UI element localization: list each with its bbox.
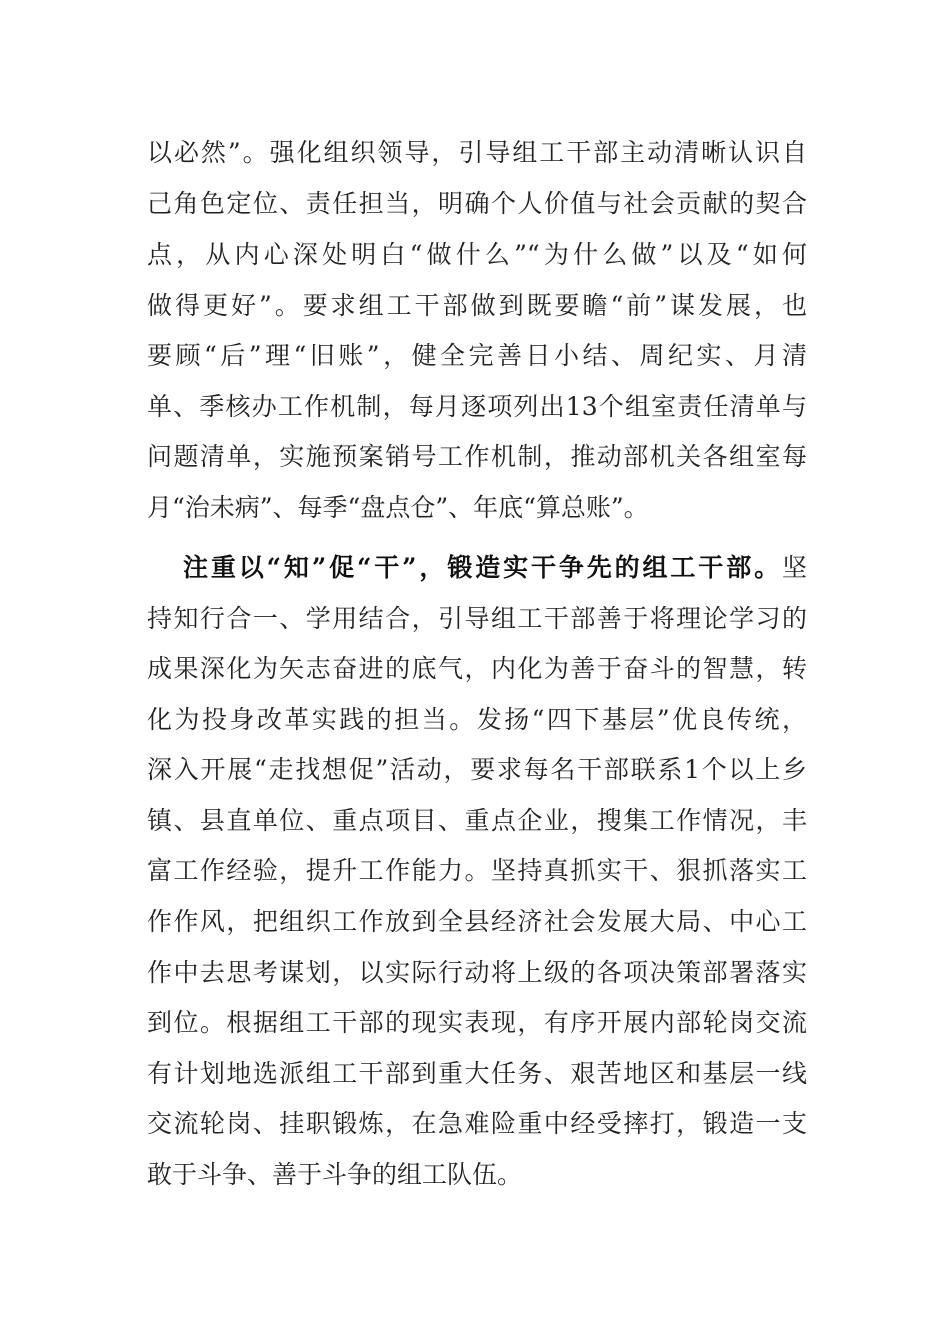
paragraph-2-line-1 xyxy=(183,550,807,586)
paragraph-2-line-8: 作作风，把组织工作放到全县经济社会发展大局、中心工 xyxy=(147,907,807,936)
paragraph-2-line-7: 富工作经验，提升工作能力。坚持真抓实干、狠抓落实工 xyxy=(147,856,807,885)
paragraph-1-line-3: 点，从内心深处明白“做什么”“为什么做”以及“如何 xyxy=(147,240,807,269)
paragraph-2-line-5: 深入开展“走找想促”活动，要求每名干部联系1个以上乡 xyxy=(147,755,807,784)
paragraph-1-line-5: 要顾“后”理“旧账”，健全完善日小结、周纪实、月清 xyxy=(147,341,807,370)
paragraph-1-line-1: 以必然”。强化组织领导，引导组工干部主动清晰认识自 xyxy=(147,138,807,167)
paragraph-1-line-8: 月“治未病”、每季“盘点仓”、年底“算总账”。 xyxy=(147,493,649,522)
paragraph-2-heading: 注重以“知”促“干”，锻造实干争先的组工干部。 xyxy=(183,553,782,582)
paragraph-2-line-12: 交流轮岗、挂职锻炼，在急难险重中经受摔打，锻造一支 xyxy=(147,1109,807,1138)
paragraph-1-line-2: 己角色定位、责任担当，明确个人价值与社会贡献的契合 xyxy=(147,189,807,218)
paragraph-2-line-9: 作中去思考谋划，以实际行动将上级的各项决策部署落实 xyxy=(147,958,807,987)
paragraph-2-line-11: 有计划地选派组工干部到重大任务、艰苦地区和基层一线 xyxy=(147,1059,807,1088)
paragraph-2-line-4: 化为投身改革实践的担当。发扬“四下基层”优良传统， xyxy=(147,705,807,734)
paragraph-2-line-6: 镇、县直单位、重点项目、重点企业，搜集工作情况，丰 xyxy=(147,806,807,835)
paragraph-1-line-7: 问题清单，实施预案销号工作机制，推动部机关各组室每 xyxy=(147,442,807,471)
paragraph-1-line-4: 做得更好”。要求组工干部做到既要瞻“前”谋发展，也 xyxy=(147,291,807,320)
paragraph-2-line-2: 持知行合一、学用结合，引导组工干部善于将理论学习的 xyxy=(147,604,807,633)
paragraph-2-line-13: 敢于斗争、善于斗争的组工队伍。 xyxy=(147,1160,523,1189)
paragraph-2-line-3: 成果深化为矢志奋进的底气，内化为善于奋斗的智慧，转 xyxy=(147,654,807,683)
paragraph-1-line-6: 单、季核办工作机制，每月逐项列出13个组室责任清单与 xyxy=(147,392,807,421)
paragraph-2-first-line-rest: 坚 xyxy=(781,553,807,582)
paragraph-2-line-10: 到位。根据组工干部的现实表现，有序开展内部轮岗交流 xyxy=(147,1008,807,1037)
